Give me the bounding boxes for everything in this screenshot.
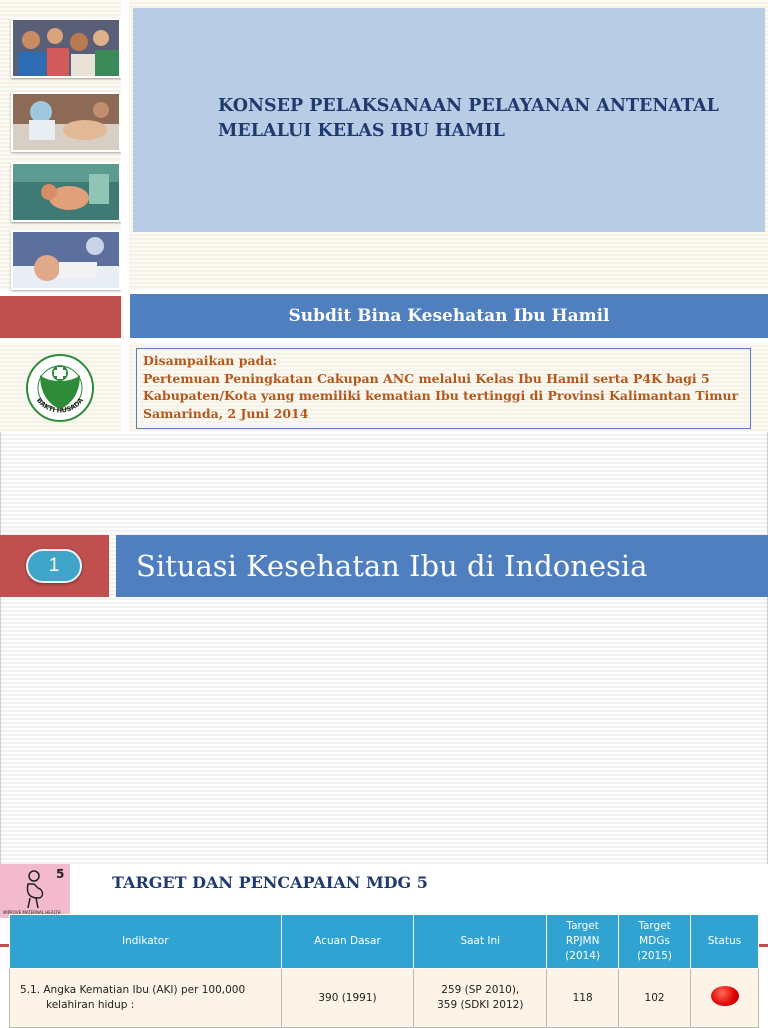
slide-title (0, 0, 768, 432)
indikator-line-1: 5.1. Angka Kematian Ibu (AKI) per 100,000 (20, 984, 246, 996)
logo-area (0, 343, 121, 432)
header-acuan-dasar: Acuan Dasar (281, 915, 414, 969)
mdg5-icon (0, 864, 70, 918)
slide-section-1 (0, 432, 768, 864)
cell-target-rpjmn: 118 (547, 969, 619, 1028)
red-accent-bar (0, 296, 121, 338)
indikator-line-2: kelahiran hidup : (46, 999, 135, 1011)
mdg-title: TARGET DAN PENCAPAIAN MDG 5 (112, 873, 428, 892)
logo-caption: BAKTI HUSADA (34, 396, 86, 415)
header-saat-ini: Saat Ini (414, 915, 547, 969)
mother-icon (0, 864, 70, 918)
cell-status (691, 969, 759, 1028)
section-title: Situasi Kesehatan Ibu di Indonesia (116, 535, 768, 597)
photo-delivery (11, 162, 121, 222)
header-target-mdgs (619, 915, 691, 969)
rpjmn-line-2: RPJMN (565, 935, 600, 947)
title-line-2: MELALUI KELAS IBU HAMIL (218, 121, 505, 141)
saat-ini-line-1: 259 (SP 2010), (441, 984, 520, 996)
cell-acuan-dasar: 390 (1991) (281, 969, 414, 1028)
cell-indikator (10, 969, 282, 1028)
cell-target-mdgs: 102 (619, 969, 691, 1028)
cell-saat-ini (414, 969, 547, 1028)
header-status: Status (691, 915, 759, 969)
rpjmn-line-1: Target (566, 920, 599, 932)
photo-checkup (11, 92, 121, 152)
section-number-badge: 1 (26, 549, 82, 583)
vertical-divider (121, 0, 129, 432)
mdg-icon-caption: IMPROVE MATERNAL HEALTH (3, 910, 61, 915)
table-header-row (10, 915, 759, 969)
bakti-husada-logo-icon (0, 343, 121, 432)
presentation-title (218, 94, 758, 144)
mdg-number: 5 (56, 867, 65, 881)
status-red-dot-icon (711, 986, 739, 1006)
info-line-1: Disampaikan pada: (143, 353, 278, 368)
info-line-4: Samarinda, 2 Juni 2014 (143, 405, 309, 421)
red-stripe-left (0, 944, 9, 947)
table-row (10, 969, 759, 1028)
info-box (136, 348, 751, 429)
mdg-table (9, 914, 759, 1028)
header-target-rpjmn (547, 915, 619, 969)
saat-ini-line-2: 359 (SDKI 2012) (437, 999, 524, 1011)
red-stripe-right (759, 944, 768, 947)
info-line-2: Pertemuan Peningkatan Cakupan ANC melalui Kelas Ibu Hamil serta P4K bagi 5 (143, 370, 710, 386)
mdgs-line-2: MDGs (639, 935, 670, 947)
info-line-3: Kabupaten/Kota yang memiliki kematian Ibu tertinggi di Provinsi Kalimantan Timur (143, 388, 739, 403)
rpjmn-line-3: (2014) (565, 950, 601, 962)
photo-newborn (11, 230, 121, 290)
mdgs-line-3: (2015) (637, 950, 673, 962)
photo-strip (0, 0, 121, 290)
mdgs-line-1: Target (638, 920, 671, 932)
header-indikator: Indikator (10, 915, 282, 969)
subtitle-bar: Subdit Bina Kesehatan Ibu Hamil (130, 294, 768, 338)
photo-crowd (11, 18, 121, 78)
title-line-1: KONSEP PELAKSANAAN PELAYANAN ANTENATAL (218, 96, 719, 116)
